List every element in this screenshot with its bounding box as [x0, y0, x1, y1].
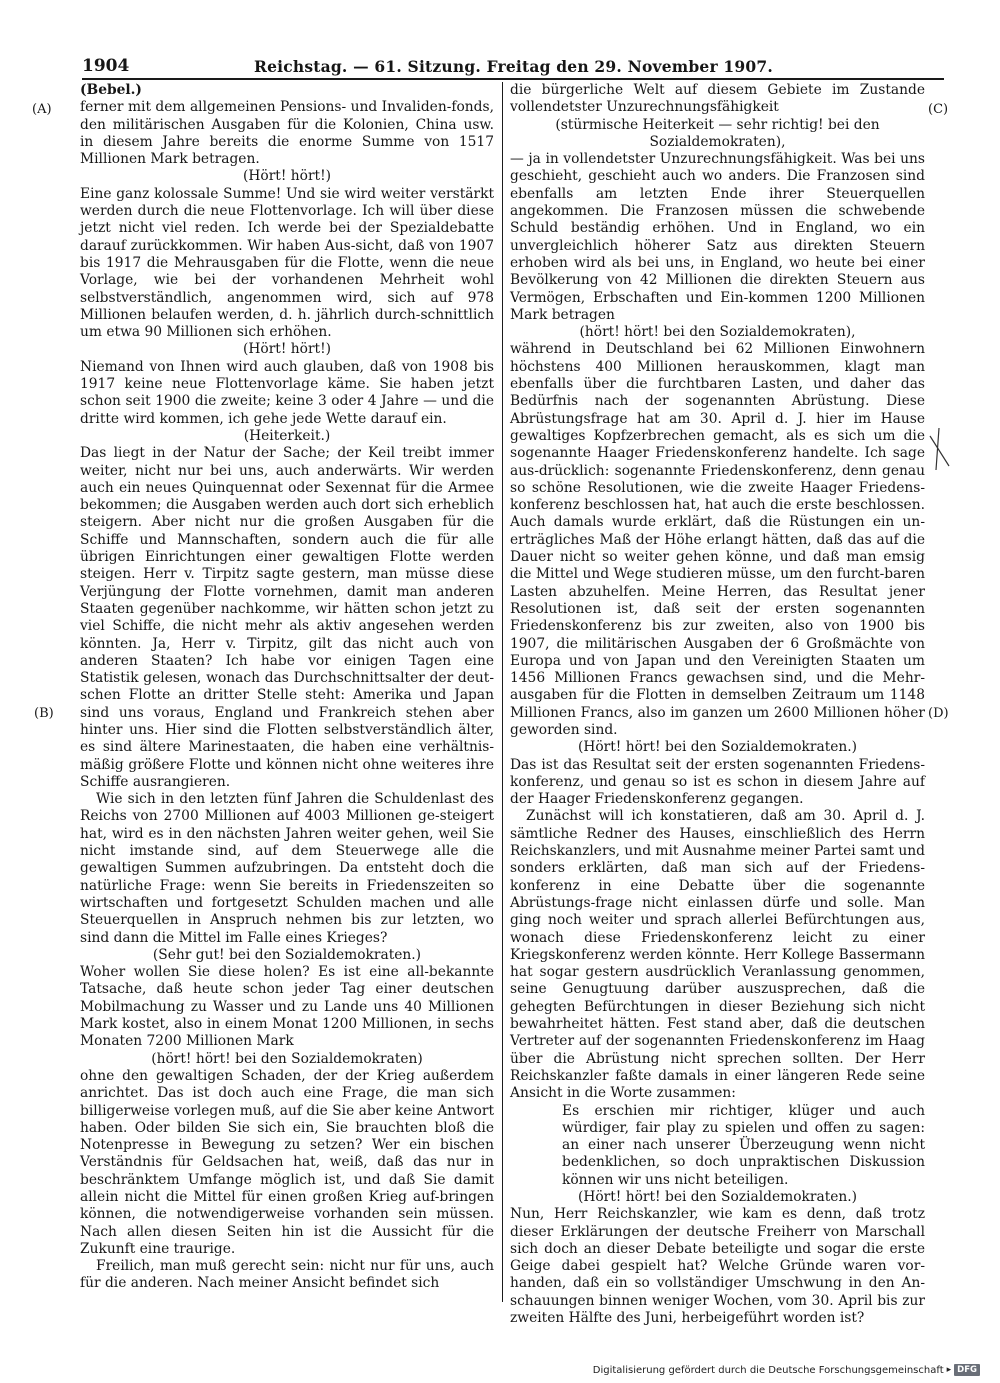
- paragraph: Eine ganz kolossale Summe! Und sie wird weiter verstärkt werden durch die neue Flottenvorlage. Ich will über diese jetzt nicht viel reden. Ich werde bei der Spezialdebatte darauf zurückkommen. Wir haben Aus-sicht, daß von 1907 bis 1917 die Mehrausgaben für die Flotte, wenn die neue Vorlage, wie bei der vorhandenen Mehrheit wohl selbstverständlich, angenommen wird, sich auf 978 Millionen belaufen werden, d. h. jährlich durch-schnittlich um etwa 90 Millionen sich erhöhen.: [80, 185, 494, 341]
- running-title: Reichstag. — 61. Sitzung. Freitag den 29. November 1907.: [254, 57, 773, 76]
- block-quote: Es erschien mir richtiger, klüger und auch würdiger, fair play zu spielen und offen zu sagen: an einer nach unserer Überzeugung wenn nicht bedenklichen, so doch unpraktischen Diskussion können wir uns nicht beteiligen.: [562, 1102, 925, 1188]
- header-rule: [82, 78, 944, 80]
- paragraph: während in Deutschland bei 62 Millionen Einwohnern höchstens 400 Millionen herauskommen, klagt man ebenfalls über die furchtbaren Lasten, und daher das Bedürfnis nach der sogenannten Abrüstung. Diese Abrüstungsfrage hat am 30. April d. J. hier im Hause gewaltiges Kopfzerbrechen gemacht, als es sich um die sogenannte Haager Friedenskonferenz handelte. Ich sage aus-drücklich: sogenannte Friedenskonferenz, denn genau so schöne Resolutionen, wie die zweite Haager Friedens-konferenz beschlossen hat, hat auch die erste beschlossen. Auch damals wurde erklärt, daß die Rüstungen ein un-erträgliches Maß der Höhe erlangt hätten, daß das auf die Dauer nicht so weiter gehen könne, und daß man emsig die Mittel und Wege studieren müsse, um den furcht-baren Lasten abzuhelfen. Meine Herren, das Resultat jener Resolutionen ist, daß seit der ersten sogenannten Friedenskonferenz bis zur zweiten, also von 1900 bis 1907, die militärischen Ausgaben der 6 Großmächte von Europa und von Japan und den Vereinigten Staaten um 1456 Millionen Francs gewachsen sind, und die Mehr-ausgaben für die Flotten in demselben Zeitraum um 1148 Millionen Francs, also im ganzen um 2600 Millionen höher geworden sind.: [510, 341, 925, 738]
- paragraph: Woher wollen Sie diese holen? Es ist eine all-bekannte Tatsache, daß heute schon jeder Tag einer deutschen Mobilmachung zu Wasser und zu Lande uns 40 Millionen Mark kostet, also in einem Monat 1200 Millionen, in sechs Monaten 7200 Millionen Mark: [80, 964, 494, 1050]
- paragraph: ohne den gewaltigen Schaden, der der Krieg außerdem anrichtet. Das ist doch auch eine Frage, die man sich billigerweise vorlegen muß, auf die Sie aber keine Antwort haben. Oder bilden Sie sich ein, Sie brauchten bloß die Notenpresse in Bewegung zu setzen? Wer ein bischen Verständnis für Geldsachen hat, weiß, daß das nur in beschränktem Umfange möglich ist, und daß Sie damit allein nicht die Mittel für einen großen Krieg auf-bringen können, die notwendigerweise vorhanden sein müssen. Nach allen diesen Seiten hin ist die Aussicht für die Zukunft eine traurige.: [80, 1067, 494, 1257]
- dfg-logo: DFG: [954, 1364, 980, 1376]
- paragraph: — ja in vollendetster Unzurechnungsfähigkeit. Was bei uns geschieht, geschieht auch wo anders. Die Franzosen sind ebenfalls am letzten Ende ihrer Steuerquellen angekommen. Die Franzosen müssen die schwebende Schuld beständig erhöhen. Und in England, wo ein unvergleichlich höherer Satz aus direkten Steuern erhoben wird als bei uns, in England, wo heute bei einer Bevölkerung von 42 Millionen die direkten Steuern aus Vermögen, Erbschaften und Ein-kommen 1200 Millionen Mark betragen: [510, 151, 925, 323]
- interjection: (hört! hört! bei den Sozialdemokraten): [151, 1050, 423, 1067]
- pencil-annotation-mark: [927, 426, 953, 474]
- interjection: (Hört! hört! bei den Sozialdemokraten.): [577, 739, 858, 756]
- interjection: (Hört! hört!): [242, 168, 332, 185]
- interjection: (Sehr gut! bei den Sozialdemokraten.): [152, 946, 422, 963]
- margin-marker-c: (C): [928, 102, 949, 117]
- paragraph: Nun, Herr Reichskanzler, wie kam es denn, daß trotz dieser Erklärungen der deutsche Freiherr von Marschall sich doch an dieser Debate beteiligte und sogar die erste Geige dabei gespielt hat? Welche Gründe waren vor-handen, daß ein so vollständiger Umschwung in den An-schauungen binnen weniger Wochen, vom 30. April bis zur zweiten Hälfte des Juni, herbeigeführt worden ist?: [510, 1206, 925, 1327]
- right-column: [510, 82, 925, 1327]
- left-column: [80, 82, 494, 1293]
- paragraph: Freilich, man muß gerecht sein: nicht nur für uns, auch für die anderen. Nach meiner Ansicht befindet sich: [80, 1258, 494, 1292]
- paragraph: Das liegt in der Natur der Sache; der Keil treibt immer weiter, nicht nur bei uns, auch anderwärts. Wir werden auch ein neues Quinquennat oder Sexennat für die Armee bekommen; die Ausgaben werden auch dort sich erheblich steigern. Aber nicht nur die großen Ausgaben für die Schiffe und Mannschaften, sondern auch die für alle übrigen Einrichtungen einer gewaltigen Flotte werden steigen. Herr v. Tirpitz sagte gestern, man müsse diese Verjüngung der Flotte vornehmen, damit man anderen Staaten gegenüber nachkomme, wir hätten schon jetzt zu viel Schiffe, die nicht mehr als aktiv angesehen werden könnten. Ja, Herr v. Tirpitz, gilt das nicht auch von anderen Staaten? Ich habe vor einigen Tagen eine Statistik gelesen, wonach das Durchschnittsalter der deut-schen Flotte an dritter Stelle steht: Amerika und Japan sind uns voraus, England und Frankreich stehen aber hinter uns. Hier sind die Flotten selbstverständlich älter, es sind ältere Marinestaaten, die haben eine verhältnis-mäßig größere Flotte und können nicht ohne weiteres ihre Schiffe ausrangieren.: [80, 445, 494, 790]
- paragraph: Niemand von Ihnen wird auch glauben, daß von 1908 bis 1917 keine neue Flottenvorlage käme. Sie haben jetzt schon seit 1900 die zweite; keine 3 oder 4 Jahre — und die dritte wird kommen, ich gehe jede Wette darauf ein.: [80, 358, 494, 427]
- interjection: (Hört! hört!): [242, 341, 332, 358]
- interjection: (hört! hört! bei den Sozialdemokraten),: [579, 324, 856, 341]
- paragraph: ferner mit dem allgemeinen Pensions- und Invaliden-fonds, den militärischen Ausgaben für die Kolonien, China usw. in diesem Jahre bereits die enorme Summe von 1517 Millionen Mark betragen.: [80, 99, 494, 168]
- margin-marker-a: (A): [32, 102, 52, 117]
- paragraph: Wie sich in den letzten fünf Jahren die Schuldenlast des Reichs von 2700 Millionen auf 4003 Millionen ge-steigert hat, wird es in den nächsten Jahren weiter gehen, weil Sie nicht imstande sind, auf dem Steuerwege alle die gewaltigen Summen aufzubringen. Da entsteht doch die natürliche Frage: wenn Sie bereits in Friedenszeiten so wirtschaften und fortgesetzt Schulden machen und alle Steuerquellen in Anspruch nehmen bis zur letzten, wo sind dann die Mittel im Falle eines Krieges?: [80, 791, 494, 946]
- credit-text: Digitalisierung gefördert durch die Deutsche Forschungsgemeinschaft: [592, 1364, 944, 1376]
- paragraph: Zunächst will ich konstatieren, daß am 30. April d. J. sämtliche Redner des Hauses, einschließlich des Herrn Reichskanzlers, und mit Ausnahme meiner Partei samt und sonders erklärten, daß man sich auf der Friedens-konferenz in eine Debatte über die sogenannte Abrüstungs-frage nicht einlassen dürfe und solle. Man ging noch weiter und sprach allerlei Befürchtungen aus, wonach diese Friedenskonferenz leicht zu einer Kriegskonferenz werden könnte. Herr Kollege Bassermann hat sogar gestern ausdrücklich Veranlassung genommen, seine Genugtuung darüber auszusprechen, daß die gehegten Befürchtungen in dieser Beziehung sich nicht bewahrheitet hätten. Fest stand aber, daß die deutschen Vertreter auf der sogenannten Friedenskonferenz im Haag über die Abrüstung nicht sprechen sollten. Der Herr Reichskanzler faßte damals in einer längeren Rede seine Ansicht in die Worte zusammen:: [510, 808, 926, 1102]
- page-number: 1904: [82, 56, 130, 76]
- paragraph: Das ist das Resultat seit der ersten sogenannten Friedens-konferenz, und genau so ist es schon in diesem Jahre auf der Haager Friedenskonferenz gegangen.: [510, 756, 925, 808]
- arrow-icon: ▸: [946, 1365, 952, 1375]
- interjection: (Hört! hört! bei den Sozialdemokraten.): [577, 1189, 858, 1205]
- interjection: (stürmische Heiterkeit — sehr richtig! bei den Sozialdemokraten),: [555, 116, 880, 150]
- interjection: (Heiterkeit.): [243, 427, 331, 444]
- speaker-label: (Bebel.): [80, 82, 142, 98]
- paragraph: die bürgerliche Welt auf diesem Gebiete im Zustande vollendetster Unzurechnungsfähigkeit: [510, 82, 925, 116]
- margin-marker-d: (D): [928, 706, 949, 721]
- running-header: [82, 56, 938, 80]
- digitization-credit: [593, 1363, 980, 1377]
- column-divider: [502, 82, 503, 1302]
- margin-marker-b: (B): [34, 706, 54, 721]
